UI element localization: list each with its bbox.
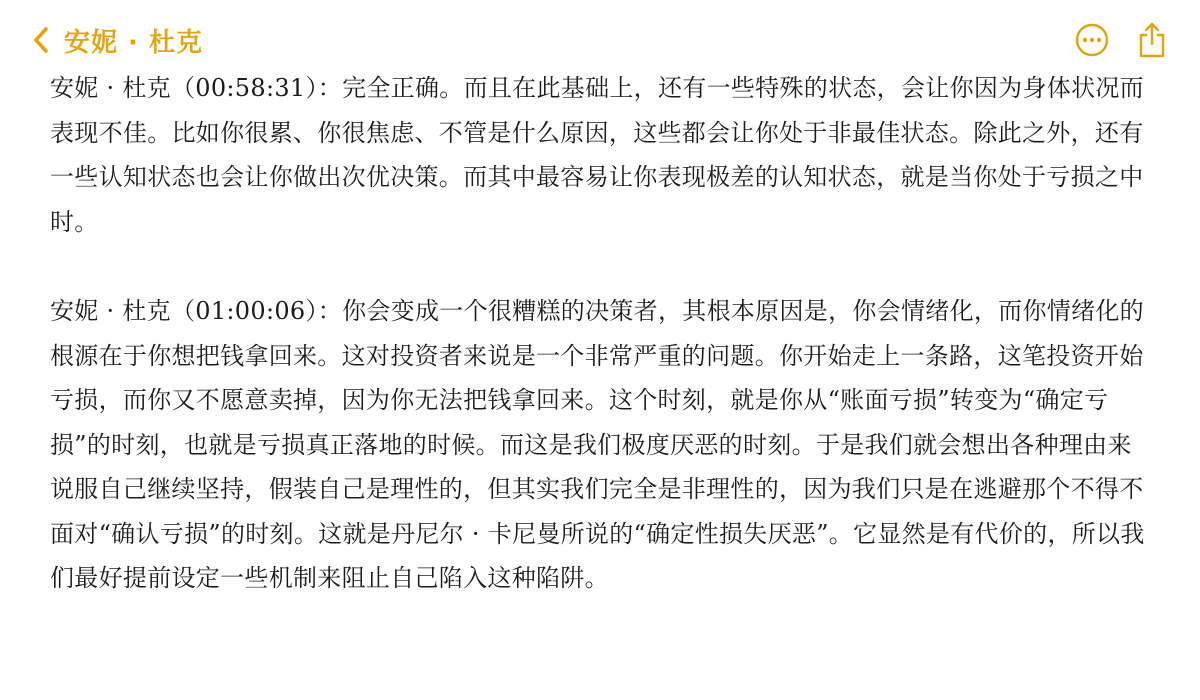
back-button[interactable] xyxy=(30,18,203,62)
note-paragraph-1: 安妮 · 杜克（00:58:31）：完全正确。而且在此基础上，还有一些特殊的状态，会让你因为身体状况而表现不佳。比如你很累、你很焦虑、不管是什么原因，这些都会让你处于非最佳状态。除此之外，还有一些认知状态也会让你做出次优决策。而其中最容易让你表现极差的认知状态，就是当你处于亏损之中时。 xyxy=(50,74,1144,236)
nav-actions xyxy=(1072,18,1172,62)
share-icon xyxy=(1136,21,1168,59)
more-options-button[interactable] xyxy=(1072,20,1112,60)
chevron-left-icon xyxy=(30,25,52,55)
back-button-label: 安妮 · 杜克 xyxy=(64,27,203,58)
note-paragraph-2: 安妮 · 杜克（01:00:06）：你会变成一个很糟糕的决策者，其根本原因是，你会情绪化，而你情绪化的根源在于你想把钱拿回来。这对投资者来说是一个非常严重的问题。你开始走上一条路，这笔投资开始亏损，而你又不愿意卖掉，因为你无法把钱拿回来。这个时刻，就是你从“账面亏损”转变为“确定亏损”的时刻，也就是亏损真正落地的时候。而这是我们极度厌恶的时刻。于是我们就会想出各种理由来说服自己继续坚持，假装自己是理性的，但其实我们完全是非理性的，因为我们只是在逃避那个不得不面对“确认亏损”的时刻。这就是丹尼尔 · 卡尼曼所说的“确定性损失厌恶”。它显然是有代价的，所以我们最好提前设定一些机制来阻止自己陷入这种陷阱。 xyxy=(50,297,1145,592)
share-button[interactable] xyxy=(1132,20,1172,60)
paragraph-spacer xyxy=(50,244,1150,289)
navigation-bar xyxy=(0,0,1200,76)
note-body[interactable] xyxy=(50,66,1150,601)
ellipsis-circle-icon xyxy=(1074,22,1110,58)
